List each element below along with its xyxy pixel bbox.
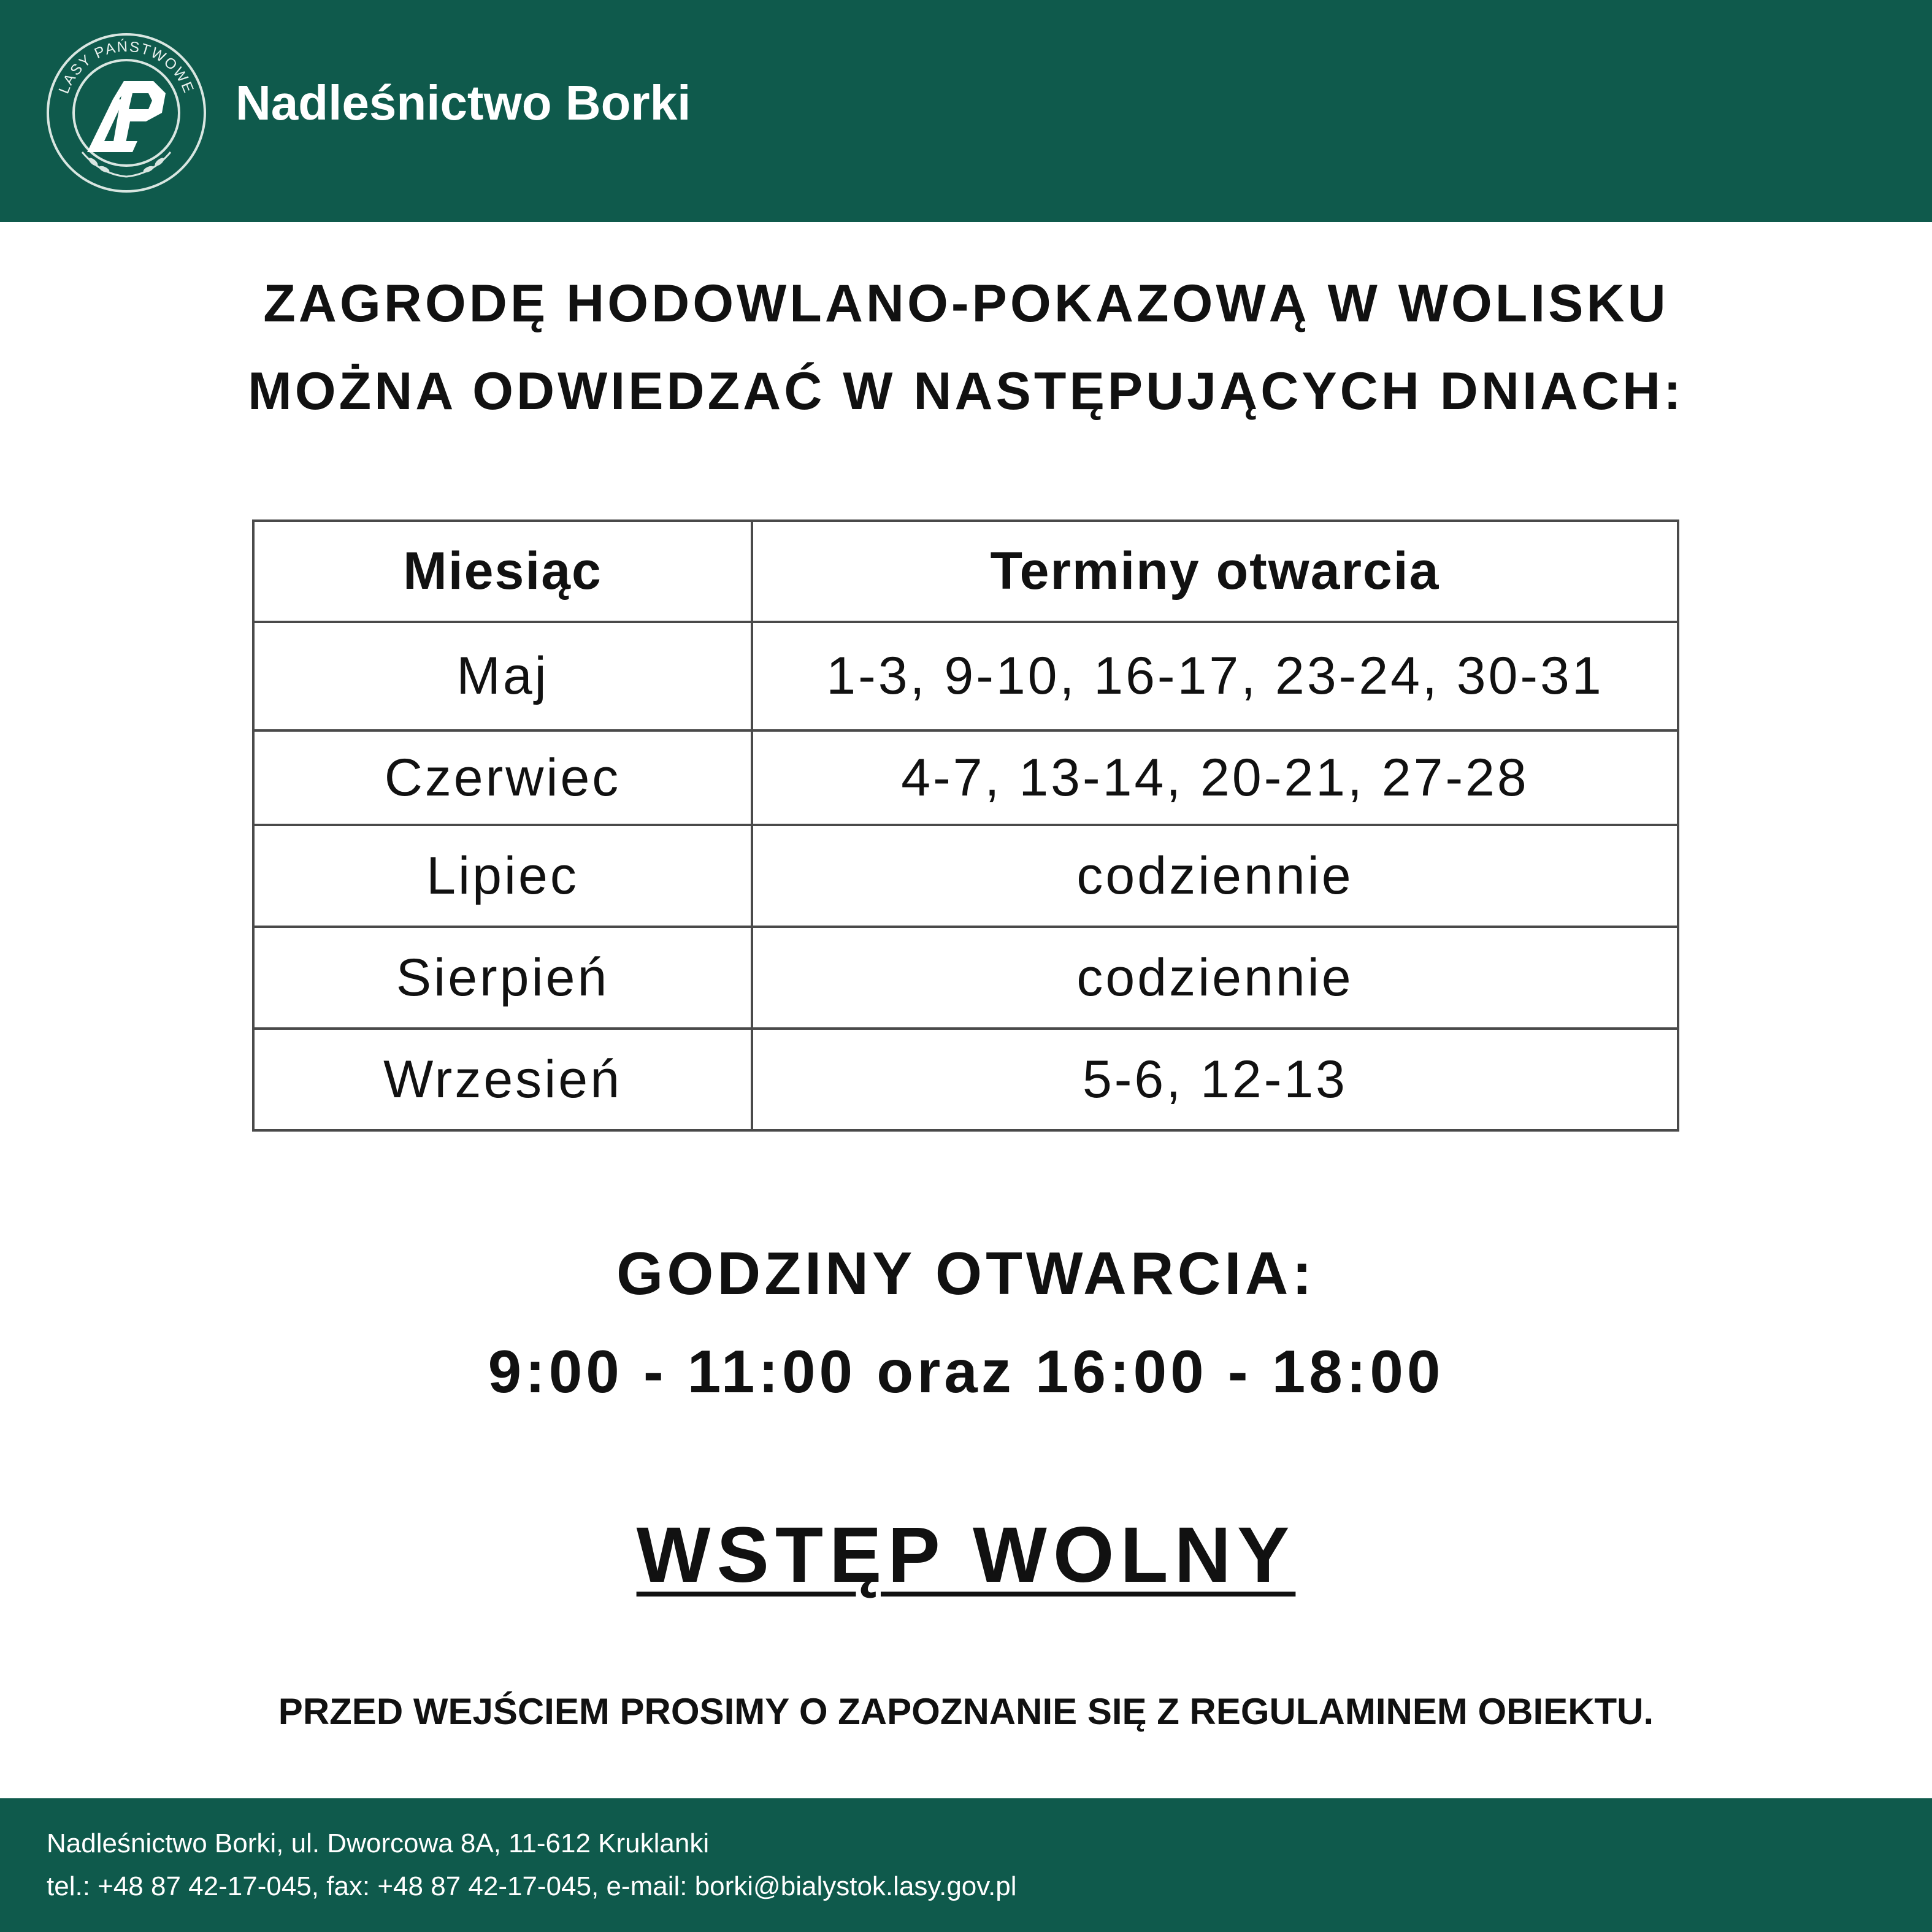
admission-text: WSTĘP WOLNY: [636, 1511, 1296, 1599]
org-name: Nadleśnictwo Borki: [236, 75, 691, 130]
regulations-notice: PRZED WEJŚCIEM PROSIMY O ZAPOZNANIE SIĘ Z REGULAMINEM OBIEKTU.: [278, 1691, 1654, 1732]
table-row: [253, 730, 1678, 825]
dates-cell: 1-3, 9-10, 16-17, 23-24, 30-31: [752, 622, 1678, 730]
footer-bar: [0, 1798, 1932, 1932]
admission-banner: [0, 1511, 1932, 1599]
page-title-line-2: MOŻNA ODWIEDZAĆ W NASTĘPUJĄCYCH DNIACH:: [248, 362, 1684, 421]
dates-cell: 5-6, 12-13: [752, 1029, 1678, 1130]
footer-contact: tel.: +48 87 42-17-045, fax: +48 87 42-17-045, e-mail: borki@bialystok.lasy.gov.pl: [47, 1871, 1017, 1901]
month-cell: Maj: [253, 622, 752, 730]
footer-address: Nadleśnictwo Borki, ul. Dworcowa 8A, 11-612 Kruklanki: [47, 1828, 710, 1858]
lasy-panstwowe-logo: [45, 32, 207, 194]
table-row: [253, 927, 1678, 1029]
header-bar: [0, 0, 1932, 222]
month-cell: Sierpień: [253, 927, 752, 1029]
schedule-table: [252, 519, 1679, 1132]
table-row: [253, 825, 1678, 927]
logo-ring-text: LASY PAŃSTWOWE: [55, 38, 197, 96]
opening-hours-title: GODZINY OTWARCIA:: [616, 1240, 1316, 1307]
dates-cell: 4-7, 13-14, 20-21, 27-28: [752, 730, 1678, 825]
table-header-row: [253, 521, 1678, 622]
month-cell: Wrzesień: [253, 1029, 752, 1130]
column-header-dates: Terminy otwarcia: [752, 521, 1678, 622]
dates-cell: codziennie: [752, 825, 1678, 927]
table-row: [253, 1029, 1678, 1130]
opening-hours-value: 9:00 - 11:00 oraz 16:00 - 18:00: [488, 1338, 1444, 1405]
page-title-line-1: ZAGRODĘ HODOWLANO-POKAZOWĄ W WOLISKU: [263, 274, 1669, 333]
month-cell: Czerwiec: [253, 730, 752, 825]
table-row: [253, 622, 1678, 730]
month-cell: Lipiec: [253, 825, 752, 927]
dates-cell: codziennie: [752, 927, 1678, 1029]
column-header-month: Miesiąc: [253, 521, 752, 622]
